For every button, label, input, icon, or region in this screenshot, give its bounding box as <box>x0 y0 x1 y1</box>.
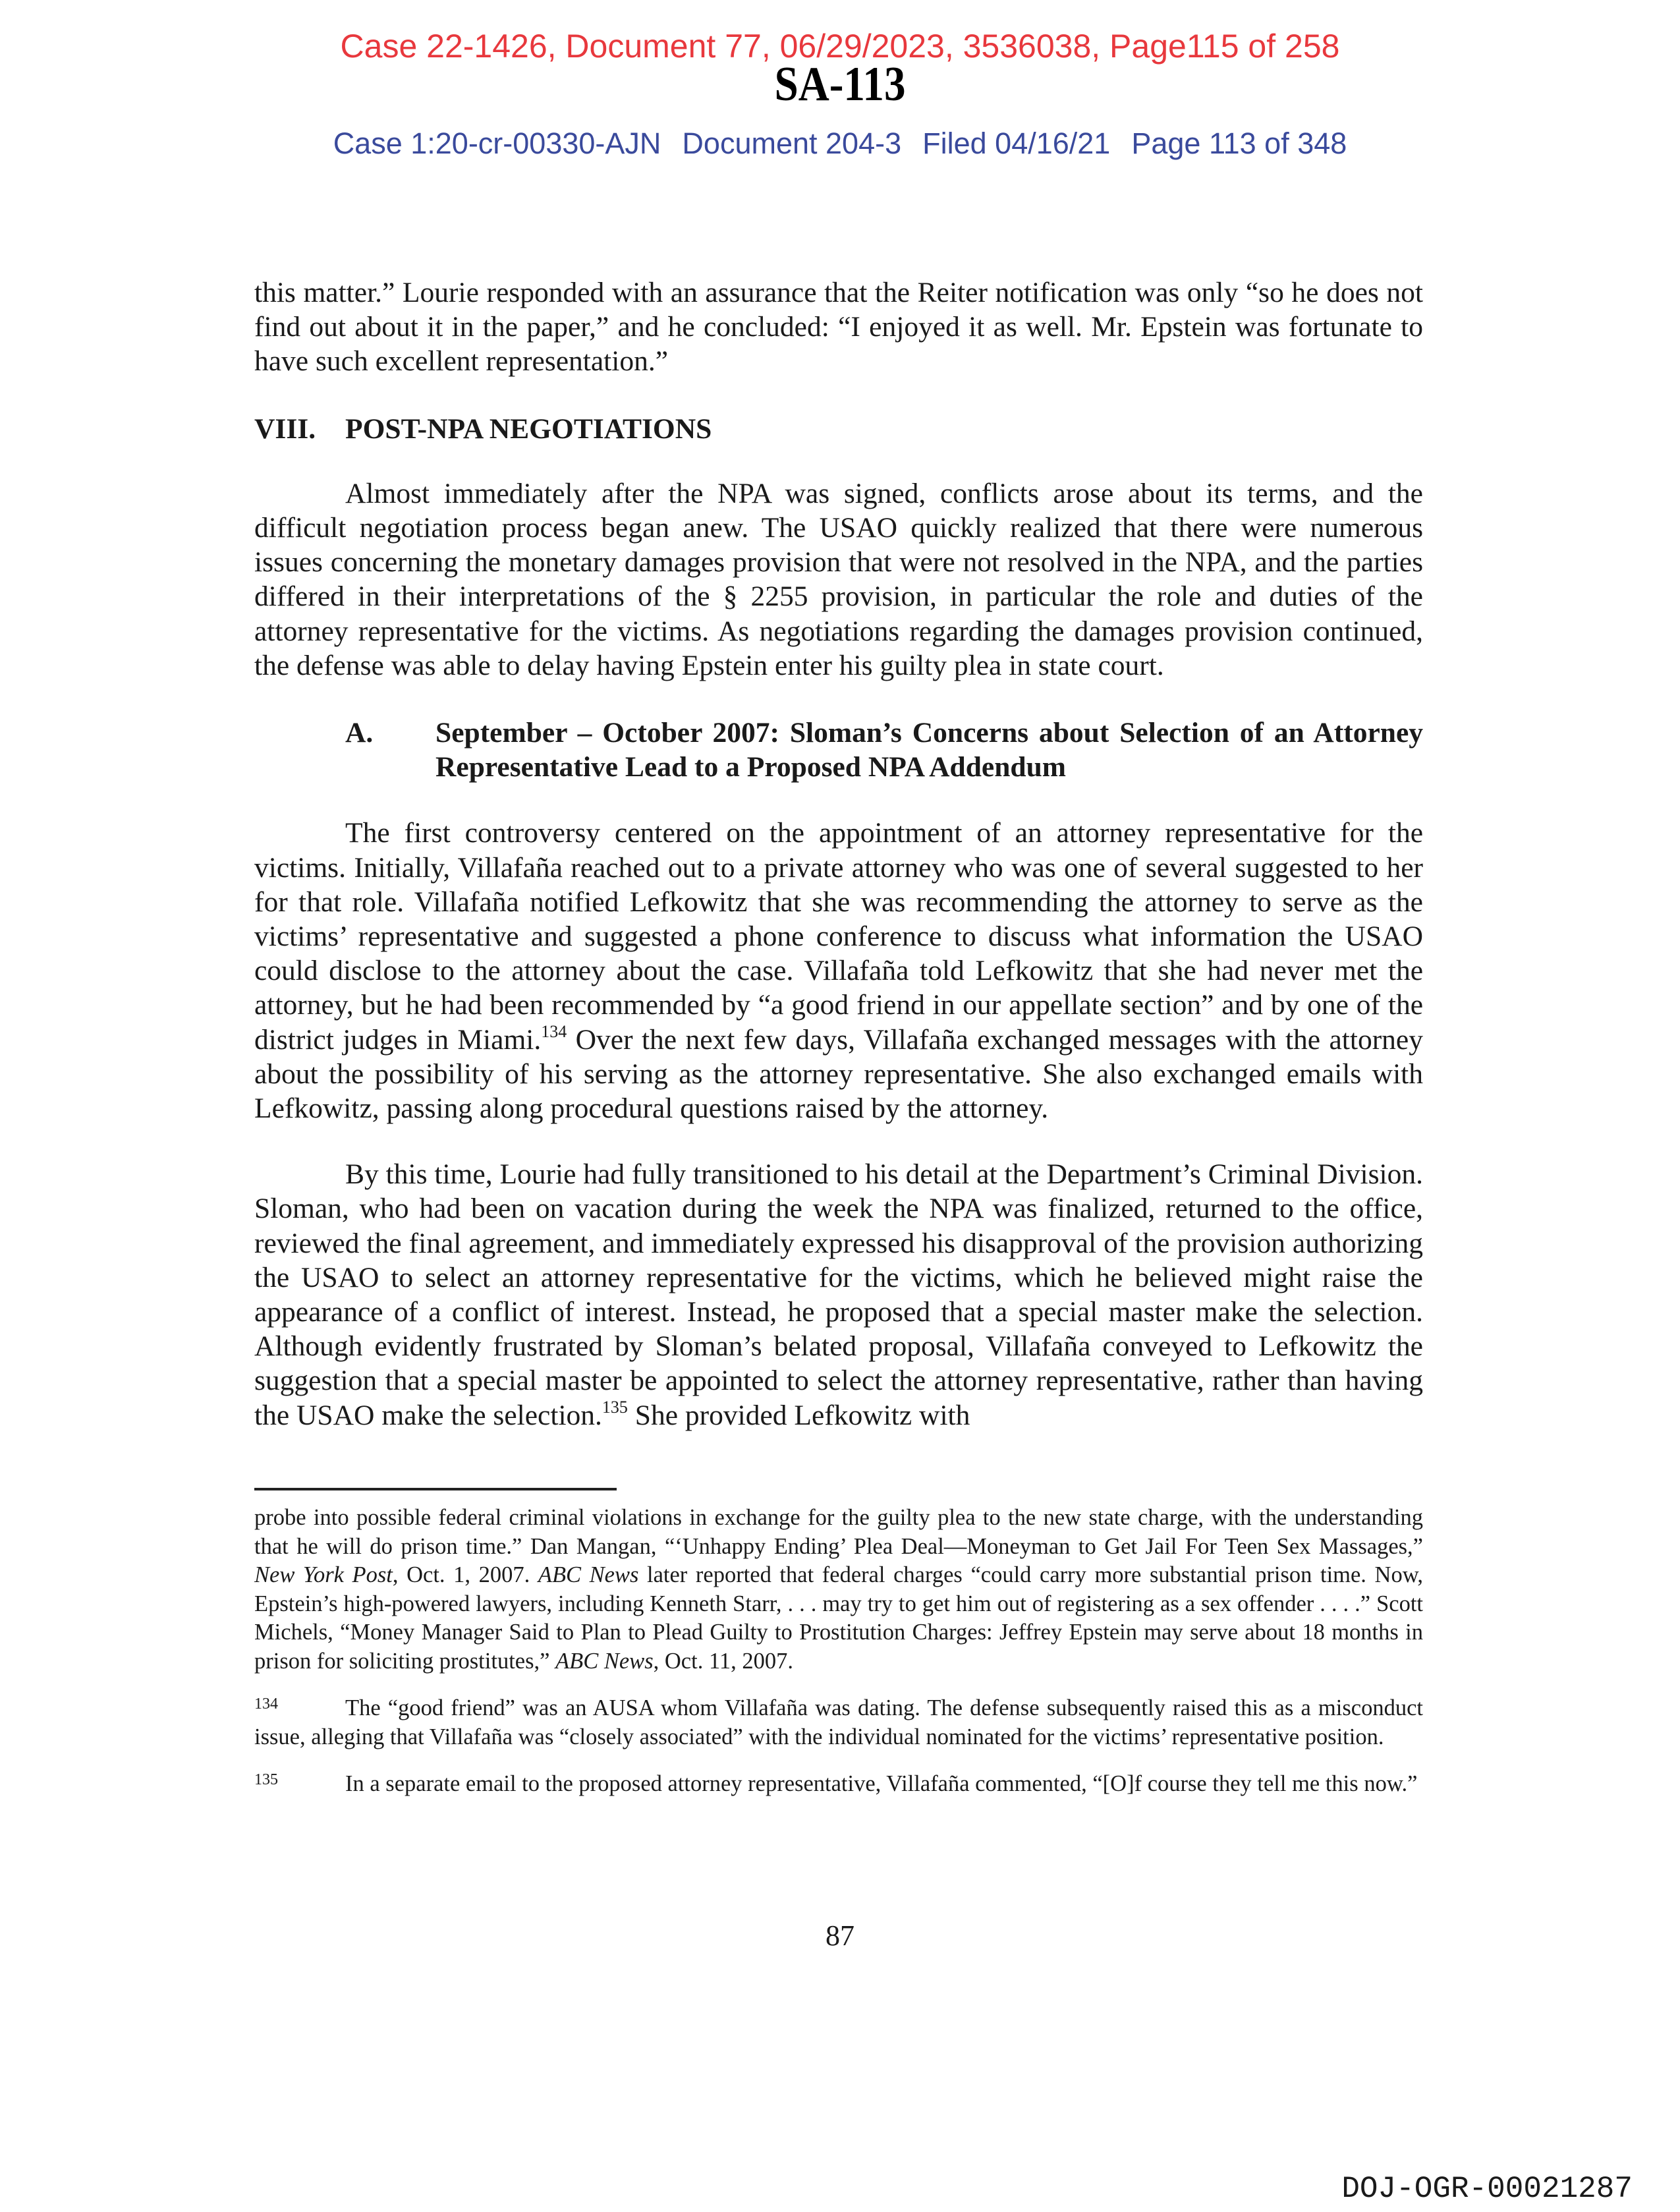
section-number: VIII. <box>254 412 316 445</box>
paragraph-text: Over the next few days, Villafaña exchanged messages with the attorney about the possibility of his serving as the attorney representative. She also exchanged emails with Lefkowitz, passing along procedural questions raised by the attorney. <box>254 1023 1423 1125</box>
district-document-number: Document 204-3 <box>682 127 902 160</box>
subsection-letter: A. <box>345 717 374 749</box>
footnote-text: In a separate email to the proposed attorney representative, Villafaña commented, “[O]f course they tell me this now.” <box>345 1771 1418 1796</box>
bates-number: DOJ-OGR-00021287 <box>1341 2172 1633 2206</box>
document-body <box>254 275 1423 1432</box>
paragraph-text: She provided Lefkowitz with <box>627 1399 970 1431</box>
publication-title: ABC News <box>555 1648 654 1674</box>
footnote-continued-133 <box>254 1504 1423 1676</box>
subsection-heading-a <box>254 716 1423 784</box>
publication-title: ABC News <box>538 1562 639 1587</box>
district-case-stamp <box>0 125 1680 162</box>
footnote-number: 134 <box>254 1695 278 1713</box>
footnote-text: , Oct. 1, 2007. <box>392 1562 538 1587</box>
footnote-separator <box>254 1488 617 1490</box>
first-controversy-paragraph <box>254 816 1423 1125</box>
district-case-number: Case 1:20-cr-00330-AJN <box>333 127 661 160</box>
page-number: 87 <box>826 1919 854 1952</box>
appendix-page-label: SA-113 <box>774 57 906 111</box>
publication-title: New York Post <box>254 1562 393 1587</box>
footnote-text: probe into possible federal criminal violations in exchange for the guilty plea to the new state charge, with the understanding that he will do prison time.” Dan Mangan, “‘Unhappy Ending’ Plea Deal—Moneyman to Get Jail For Teen Sex Massages,” <box>254 1505 1423 1559</box>
footnote-number: 135 <box>254 1771 278 1788</box>
footnote-text: later reported that federal charges “could carry more substantial prison time. Now, Epstein’s high-powered lawyers, including Kenneth Starr, . . . may try to get him out of registering as a sex offender . . . .” Scott Michels, “Money Manager Said to Plan to Plead Guilty to Prostitution Charges: Jeffrey Epstein may serve about 18 months in prison for soliciting prostitutes,” <box>254 1562 1423 1674</box>
footnote-text: , Oct. 11, 2007. <box>653 1648 794 1674</box>
paragraph-text: The first controversy centered on the appointment of an attorney representative for the victims. Initially, Villafaña reached out to a private attorney who was one of several suggested to her for that role. Villafaña notified Lefkowitz that she was recommending the attorney to serve as the victims’ representative and suggested a phone conference to discuss what information the USAO could disclose to the attorney about the case. Villafaña told Lefkowitz that she had never met the attorney, but he had been recommended by “a good friend in our appellate section” and by one of the district judges in Miami. <box>254 817 1423 1056</box>
lourie-transition-paragraph <box>254 1157 1423 1432</box>
footnote-135 <box>254 1770 1423 1799</box>
continuation-paragraph: this matter.” Lourie responded with an assurance that the Reiter notification was only “so he does not find out about it in the paper,” and he concluded: “I enjoyed it as well. Mr. Epstein was fortunate to have such excellent representation.” <box>254 277 1423 378</box>
section-heading-viii <box>254 412 1423 446</box>
subsection-title: September – October 2007: Sloman’s Concerns about Selection of an Attorney Representative Lead to a Proposed NPA Addendum <box>435 717 1423 783</box>
district-filed-date: Filed 04/16/21 <box>922 127 1111 160</box>
footnote-ref-134[interactable]: 134 <box>541 1021 567 1041</box>
intro-paragraph: Almost immediately after the NPA was signed, conflicts arose about its terms, and the difficult negotiation process began anew. The USAO quickly realized that there were numerous issues concerning the monetary damages provision that were not resolved in the NPA, and the parties differed in their interpretations of the § 2255 provision, in particular the role and duties of the attorney representative for the victims. As negotiations regarding the damages provision continued, the defense was able to delay having Epstein enter his guilty plea in state court. <box>254 477 1423 681</box>
appeal-case-stamp: Case 22-1426, Document 77, 06/29/2023, 3536038, Page115 of 258 <box>340 28 1340 65</box>
footnotes-section <box>254 1504 1423 1799</box>
footnote-134 <box>254 1694 1423 1751</box>
district-page-count: Page 113 of 348 <box>1131 127 1347 160</box>
footnote-ref-135[interactable]: 135 <box>602 1397 628 1417</box>
footnote-text: The “good friend” was an AUSA whom Villafaña was dating. The defense subsequently raised this as a misconduct issue, alleging that Villafaña was “closely associated” with the individual nominated for the victims’ representative position. <box>254 1695 1423 1749</box>
paragraph-text: By this time, Lourie had fully transitioned to his detail at the Department’s Criminal Division. Sloman, who had been on vacation during the week the NPA was finalized, returned to the office, reviewed the final agreement, and immediately expressed his disapproval of the provision authorizing the USAO to select an attorney representative for the victims, which he believed might raise the appearance of a conflict of interest. Instead, he proposed that a special master make the selection. Although evidently frustrated by Sloman’s belated proposal, Villafaña conveyed to Lefkowitz the suggestion that a special master be appointed to select the attorney representative, rather than having the USAO make the selection. <box>254 1158 1423 1431</box>
section-title: POST-NPA NEGOTIATIONS <box>345 412 712 445</box>
